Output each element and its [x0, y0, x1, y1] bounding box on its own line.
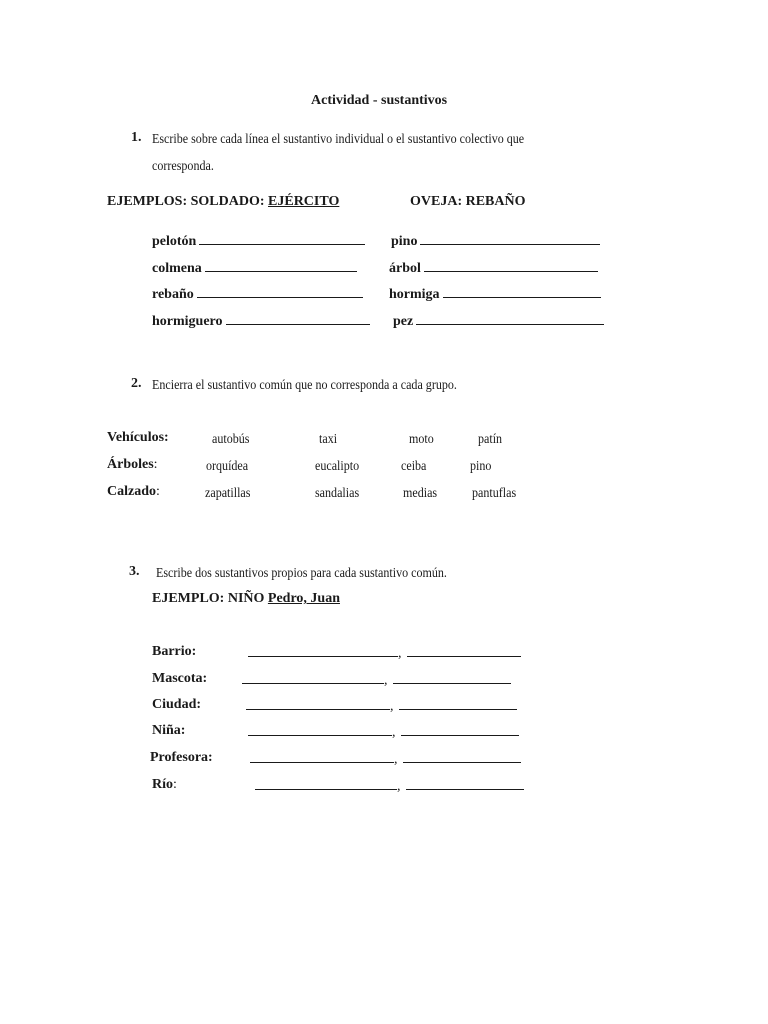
q2-item-2-0[interactable]: zapatillas: [205, 486, 251, 501]
q1-instruction-line2: corresponda.: [152, 159, 214, 174]
q3-example: EJEMPLO: NIÑO Pedro, Juan: [152, 591, 340, 606]
q3-label-4: Profesora:: [150, 750, 213, 765]
q3-answer-2[interactable]: ,: [246, 697, 517, 715]
q2-category-1: Árboles:: [107, 457, 158, 472]
q1-example2: OVEJA: REBAÑO: [410, 194, 526, 209]
q3-label-5: Río:: [152, 777, 177, 792]
q3-label-3: Niña:: [152, 723, 186, 738]
q2-number: 2.: [131, 376, 142, 391]
q2-item-0-0[interactable]: autobús: [212, 432, 250, 447]
q3-blank-3a[interactable]: [248, 723, 392, 736]
q2-item-1-0[interactable]: orquídea: [206, 459, 249, 474]
q1-left-item-2[interactable]: rebaño: [152, 285, 363, 303]
q3-label-0: Barrio:: [152, 644, 197, 659]
q3-blank-2a[interactable]: [246, 697, 390, 710]
q3-answer-5[interactable]: ,: [255, 777, 524, 795]
q3-instruction: Escribe dos sustantivos propios para cada sustantivo común.: [156, 566, 447, 581]
q2-item-2-1[interactable]: sandalias: [315, 486, 360, 501]
q3-blank-1b[interactable]: [393, 671, 511, 684]
q3-answer-1[interactable]: ,: [242, 671, 511, 689]
q3-label-1: Mascota:: [152, 671, 208, 686]
q3-blank-0a[interactable]: [248, 644, 398, 657]
q3-blank-1a[interactable]: [242, 671, 384, 684]
q3-answer-0[interactable]: ,: [248, 644, 521, 662]
q1-left-item-0[interactable]: pelotón: [152, 232, 365, 250]
q2-item-1-3[interactable]: pino: [470, 459, 492, 474]
q3-blank-3b[interactable]: [401, 723, 519, 736]
q1-example1-answer: EJÉRCITO: [268, 194, 340, 209]
page-title: Actividad - sustantivos: [311, 93, 448, 108]
q3-example-answer: Pedro, Juan: [267, 591, 340, 606]
q3-answer-4[interactable]: ,: [250, 750, 521, 768]
q1-right-item-1[interactable]: árbol: [389, 259, 598, 277]
q1-right-item-3[interactable]: pez: [393, 312, 604, 330]
q1-left-item-1[interactable]: colmena: [152, 259, 357, 277]
q2-category-0: Vehículos:: [107, 430, 169, 445]
q3-blank-0b[interactable]: [407, 644, 521, 657]
q2-item-1-2[interactable]: ceiba: [401, 459, 427, 474]
q2-item-0-1[interactable]: taxi: [319, 432, 338, 447]
q1-examples: EJEMPLOS: SOLDADO: EJÉRCITO: [107, 194, 340, 209]
q3-blank-4b[interactable]: [403, 750, 521, 763]
q1-right-item-0[interactable]: pino: [391, 232, 600, 250]
q2-item-0-3[interactable]: patín: [478, 432, 503, 447]
q1-right-item-2[interactable]: hormiga: [389, 285, 601, 303]
q2-item-2-2[interactable]: medias: [403, 486, 438, 501]
q3-label-2: Ciudad:: [152, 697, 202, 712]
q2-instruction: Encierra el sustantivo común que no corresponda a cada grupo.: [152, 378, 457, 393]
q2-item-1-1[interactable]: eucalipto: [315, 459, 360, 474]
q1-instruction-line1: Escribe sobre cada línea el sustantivo individual o el sustantivo colectivo que: [152, 132, 525, 147]
q1-left-item-3[interactable]: hormiguero: [152, 312, 370, 330]
q3-blank-4a[interactable]: [250, 750, 394, 763]
q2-item-2-3[interactable]: pantuflas: [472, 486, 517, 501]
q3-answer-3[interactable]: ,: [248, 723, 519, 741]
q1-number: 1.: [131, 130, 142, 145]
q2-item-0-2[interactable]: moto: [409, 432, 434, 447]
q3-number: 3.: [129, 564, 140, 579]
q3-blank-2b[interactable]: [399, 697, 517, 710]
q2-category-2: Calzado:: [107, 484, 160, 499]
q3-blank-5b[interactable]: [406, 777, 524, 790]
q3-blank-5a[interactable]: [255, 777, 397, 790]
